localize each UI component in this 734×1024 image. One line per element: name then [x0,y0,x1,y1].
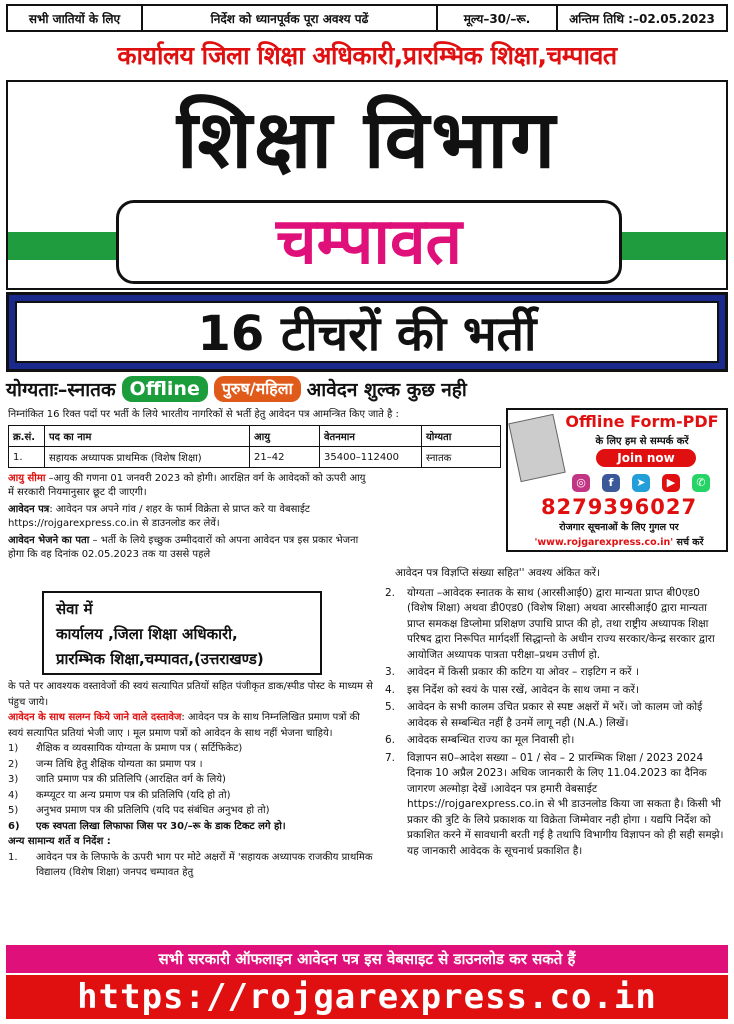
age-text: –आयु की गणना 01 जनवरी 2023 को होगी। आरक्षित वर्ग के आवेदकों को ऊपरी आयु में सरकारी नियमानुसार छूट दी जाएगी। [8,473,366,498]
docs-paragraph [8,710,373,741]
docs-text: : आवेदन पत्र के साथ निम्नलिखित प्रमाण पत्रों की स्वयं सत्यापित प्रतियां भेजी जाए । मूल प्रमाण पत्रों को आवेदन के साथ नहीं भेजना चाहिये। [8,712,360,739]
col-age: आयु [250,426,320,447]
qualification-row [6,374,728,404]
address-line: प्रारम्भिक शिक्षा,चम्पावत,(उत्तराखण्ड) [56,650,264,668]
top-info-bar [6,4,728,32]
vacancy-banner [6,292,728,372]
left-column-bottom [8,679,373,881]
cell-post: सहायक अध्यापक प्राथमिक (विशेष शिक्षा) [45,447,250,468]
phone-number[interactable]: 8279396027 [540,495,698,519]
price-cell: मूल्य–30/–रू. [438,6,558,30]
table-row [9,447,501,468]
list-item: 4. इस निर्देश को स्वयं के पास रखें, आवेदन के साथ जमा न करें। [385,683,639,696]
address-label: आवेदन भेजने का पता [8,535,90,546]
offline-badge: Offline [122,376,208,402]
list-item: 6. आवेदक सम्बन्धित राज्य का मूल निवासी हो। [385,734,575,746]
left-column-top [8,472,373,565]
after-address-text: के पते पर आवश्यक वस्तावेजों की स्वयं सत्यापित प्रतियों सहित पंजीकृत डाक/स्पीड पोस्ट के माध्यम से पंहुच जाये। [8,681,373,708]
list-item: 6) एक स्वपता लिखा लिफाफा जिस पर 30/–रू के डाक टिकट लगे हो। [8,820,286,832]
offline-form-ad [506,408,728,552]
department-title: शिक्षा विभाग [176,93,558,186]
instruction-cell: निर्देश को ध्यानपूर्वक पूरा अवश्य पढें [143,6,438,30]
form-label: आवेदन पत्र [8,504,50,515]
qualification-label: योग्यताः–स्नातक [6,379,116,401]
social-icons [566,472,716,494]
term1-continuation: आवेदन पत्र विज्ञप्ति संख्या सहित'' अवश्य अंकित करें। [395,567,601,579]
ad-note: रोजगार सूचनाओं के लिए गुगल पर [559,522,679,533]
instagram-icon[interactable]: ◎ [572,474,590,492]
footer-url-link[interactable]: https://rojgarexpress.co.in [6,975,728,1019]
list-item: 5. आवेदन के सभी कालम उचित प्रकार से स्पष्ट अक्षरों में भरें। जो कालम जो कोई आवेदक से सम्बन्धित नहीं है उनमें लागू नही (N.A.) लिखें। [385,701,703,729]
ad-title: Offline Form-PDF [565,412,719,431]
cell-pay: 35400–112400 [320,447,422,468]
table-header-row [9,426,501,447]
ad-site-suffix: सर्च करें [676,537,704,548]
job-table [8,425,501,468]
terms-heading: अन्य सामान्य शर्ते व निर्देश : [8,836,111,847]
footer-band: सभी सरकारी ऑफलाइन आवेदन पत्र इस वेबसाइट से डाउनलोड कर सकते हैं [6,945,728,973]
ad-site-url[interactable]: 'www.rojgarexpress.co.in' [534,537,674,548]
intro-text: निम्नांकित 16 रिक्त पदों पर भर्ती के लिये भारतीय नागरिकों से भर्ती हेतु आवेदन पत्र आमन्त्रित किए जाते है : [8,409,399,420]
ad-subtitle: के लिए हम से सम्पर्क करें [595,436,689,447]
list-item: 3. आवेदन में किसी प्रकार की कटिग या ओवर – राइटिग न करें । [385,666,639,678]
address-line: कार्यालय ,जिला शिक्षा अधिकारी, [56,625,238,643]
vacancy-title: 16 टीचरों की भर्ती [15,301,719,363]
list-item: 1) शैक्षिक व व्यवसायिक योग्यता के प्रमाण पत्र ( सर्टिफिकेट) [8,743,243,754]
city-title: चम्पावत [116,200,622,284]
address-box [42,591,322,675]
col-pay: वेतनमान [320,426,422,447]
ad-site [512,535,726,548]
list-item: 5) अनुभव प्रमाण पत्र की प्रतिलिपि (यदि पद संबंधित अनुभव हो तो) [8,805,270,816]
cell-serial: 1. [9,447,45,468]
list-item: 3) जाति प्रमाण पत्र की प्रतिलिपि (आरक्षित वर्ग के लिये) [8,774,226,785]
facebook-icon[interactable]: f [602,474,620,492]
address-paragraph [8,534,373,562]
office-title: कार्यालय जिला शिक्षा अधिकारी,प्रारम्भिक शिक्षा,चम्पावत [117,41,617,70]
caste-cell: सभी जातियों के लिए [8,6,143,30]
address-text: – भर्ती के लिये इच्छुक उम्मीदवारों को अपना आवेदन पत्र इस प्रकार भेजना होगा कि वह दिनांक 02.05.2023 तक या उससे पहले [8,535,359,560]
list-item: 2. योग्यता –आवेदक स्नातक के साथ (आरसीआई0) द्वारा मान्यता प्राप्त बी0एड0 (विशेष शिक्षा) अथवा डी0एड0 (विशेष शिक्षा) अथवा आरसीआई0 द्वारा मान्यता प्राप्त समकक्ष डिप्लोमा प्रशिक्षण उपाधि प्राप्त की हो, तथा राष्ट्रीय अध्यापक शिक्षा परिषद द्वारा निरूपित मार्गदर्शी सिद्धान्तो के अधीन राज्य सरकार/केन्द्र सरकार द्वारा आयोजित अध्यापक पात्रता परीक्षा–प्रथम उत्तीर्ण हो. [385,586,715,661]
join-now-button[interactable]: Join now [596,449,696,467]
right-column [385,566,728,861]
address-line: सेवा में [56,600,93,618]
form-paragraph [8,503,373,531]
col-serial: क्र.सं. [9,426,45,447]
cell-age: 21–42 [250,447,320,468]
hero-banner [6,80,728,290]
fee-text: आवेदन शुल्क कुछ नही [306,379,467,401]
whatsapp-icon[interactable]: ✆ [692,474,710,492]
telegram-icon[interactable]: ➤ [632,474,650,492]
gender-badge: पुरुष/महिला [214,376,301,402]
age-label: आयु सीमा [8,473,46,484]
list-item: 7. विज्ञापन स0–आदेश सख्या – 01 / सेव – 2 प्रारम्भिक शिक्षा / 2023 2024 दिनाक 10 अप्रैल 2023। अधिक जानकारी के लिए 11.04.2023 का दैनिक जागरण अल्मोड़ा देखें ।आवेदन पत्र हमारी वेबसाईट https://rojgarexpress.co.in से भी डाउनलोड किया जा सकता है। किसी भी प्रकार की त्रुटि के लिये प्रकाशक या विक्रेता जिम्मेवार नही होगा । यद्यपि निर्देश को प्रकाशित करने में सावधानी बरती गई है तथापि विभागीय विज्ञापन को ही सही समझे। यह जानकारी आवेदक के सूचनार्थ प्रकाशित है। [385,751,724,857]
age-paragraph [8,472,373,500]
list-item: 2) जन्म तिथि हेतु शैक्षिक योग्यता का प्रमाण पत्र । [8,758,203,770]
form-text: : आवेदन पत्र अपने गांव / शहर के फार्म विक्रेता से प्राप्त करे या वेबसाईट https://rojgarexpress.co.in से डाउनलोड कर लेवें। [8,504,310,529]
youtube-icon[interactable]: ▶ [662,474,680,492]
last-date-cell: अन्तिम तिथि :–02.05.2023 [569,11,715,26]
col-post: पद का नाम [45,426,250,447]
list-item: 1. आवेदन पत्र के लिफाफे के ऊपरी भाग पर मोटे अक्षरों में 'सहायक अध्यापक राजकीय प्राथमिक विद्यालय (विशेष शिक्षा) जनपद चम्पावत हेतु [8,851,373,878]
cell-qualification: स्नातक [422,447,501,468]
list-item: 4) कम्प्यूटर या अन्य प्रमाण पत्र की प्रतिलिपि (यदि हो तो) [8,789,231,801]
docs-label: आवेदन के साथ सलग्न किये जाने वाले दस्तावेज [8,712,182,723]
col-qualification: योग्यता [422,426,501,447]
